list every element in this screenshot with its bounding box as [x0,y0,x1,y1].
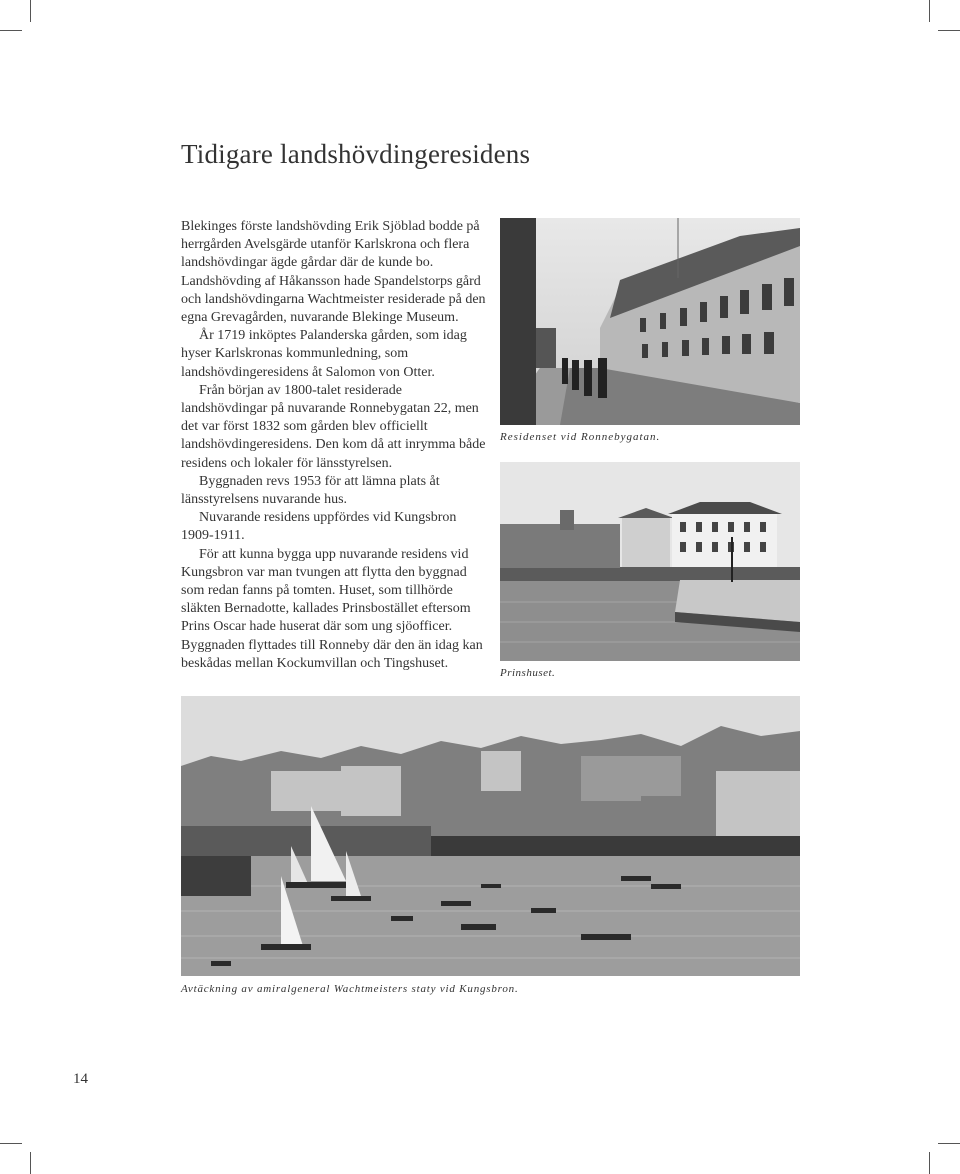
paragraph: År 1719 inköptes Palanderska gården, som idag hyser Karlskronas kommunledning, som landshövdingeresidens åt Salomon von Otter. [181,328,467,380]
prinshuset-photo-illustration [500,462,800,661]
crop-mark [30,0,31,22]
crop-mark [938,1143,960,1144]
street-photo-illustration [500,218,800,425]
paragraph: Nuvarande residens uppfördes vid Kungsbron 1909-1911. [181,510,457,544]
crop-mark [0,30,22,31]
page-number: 14 [73,1071,88,1087]
photo-caption: Avtäckning av amiralgeneral Wachtmeisters staty vid Kungsbron. [181,983,519,995]
article-body [181,218,487,673]
photo-caption: Residenset vid Ronnebygatan. [500,431,661,443]
photo-residence-street [500,218,800,425]
paragraph: Blekinges förste landshövding Erik Sjöblad bodde på herrgården Avelsgärde utanför Karlskrona och flera landshövdingar ägde gårdar där de kunde bo. Landshövding af Håkansson hade Spandelstorps gård och landshövdingarna Wachtmeister residerade på den egna Grevagården, nuvarande Blekinge Museum. [181,219,486,326]
crop-mark [929,0,930,22]
crop-mark [30,1152,31,1174]
harbour-photo-illustration [181,696,800,976]
photo-prinshuset [500,462,800,661]
page-title: Tidigare landshövdingeresidens [181,139,531,169]
photo-caption: Prinshuset. [500,667,556,679]
crop-mark [0,1143,22,1144]
paragraph: För att kunna bygga upp nuvarande residens vid Kungsbron var man tvungen att flytta den byggnad som redan fanns på tomten. Huset, som tillhörde släkten Bernadotte, kallades Prinsbostället eftersom Prins Oscar hade huserat där som ung sjöofficer. Byggnaden flyttades till Ronneby där den än idag kan beskådas mellan Kockumvillan och Tingshuset. [181,546,483,671]
paragraph: Byggnaden revs 1953 för att lämna plats åt länsstyrelsens nuvarande hus. [181,473,440,508]
crop-mark [938,30,960,31]
paragraph: Från början av 1800-talet residerade landshövdingar på nuvarande Ronnebygatan 22, men det var först 1832 som gården blev officiellt landshövdingeresidens. Den kom då att inrymma både residens och lokaler för länsstyrelsen. [181,382,486,471]
photo-statue-unveiling [181,696,800,976]
crop-mark [929,1152,930,1174]
